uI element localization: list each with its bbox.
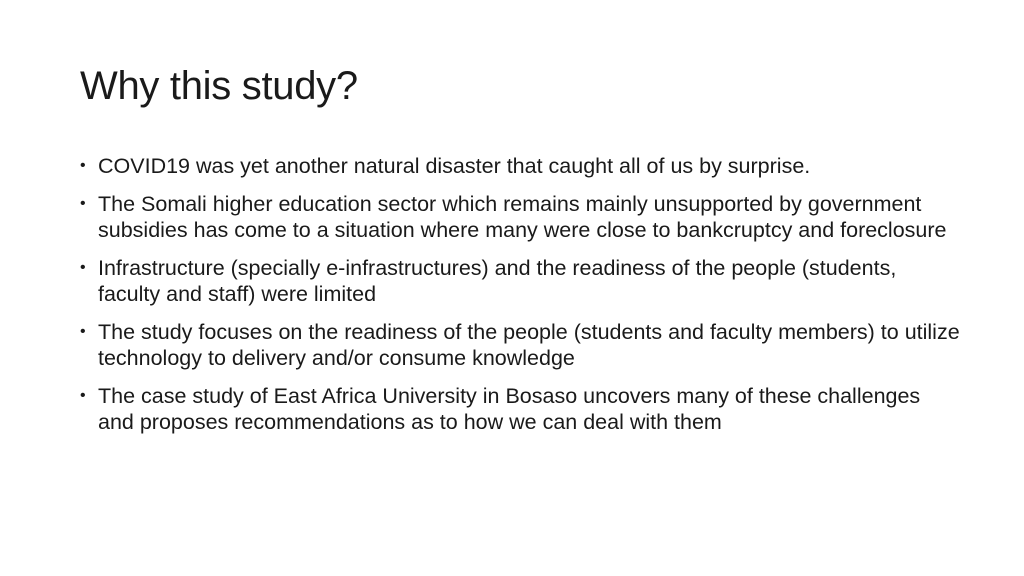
bullet-item: [80, 153, 960, 180]
bullet-marker: •: [80, 194, 86, 212]
bullet-text: The study focuses on the readiness of the people (students and faculty members) to utilize technology to delivery and/or consume knowledge: [98, 319, 960, 370]
bullet-marker: •: [80, 322, 86, 340]
bullet-text: The case study of East Africa University in Bosaso uncovers many of these challenges and proposes recommendations as to how we can deal with them: [98, 383, 921, 434]
bullet-text: COVID19 was yet another natural disaster that caught all of us by surprise.: [98, 154, 811, 178]
bullet-marker: •: [80, 386, 86, 404]
bullet-item: [80, 319, 960, 372]
slide-title: Why this study?: [80, 64, 358, 108]
bullet-marker: •: [80, 157, 86, 174]
bullet-item: [80, 383, 960, 436]
bullet-item: [80, 255, 960, 308]
bullet-text: Infrastructure (specially e-infrastructures) and the readiness of the people (students, faculty and staff) were limited: [98, 255, 897, 306]
bullet-item: [80, 191, 960, 244]
bullet-marker: •: [80, 258, 86, 276]
bullet-list: [80, 153, 960, 447]
bullet-text: The Somali higher education sector which remains mainly unsupported by government subsidies has come to a situation where many were close to bankcruptcy and foreclosure: [98, 191, 947, 242]
